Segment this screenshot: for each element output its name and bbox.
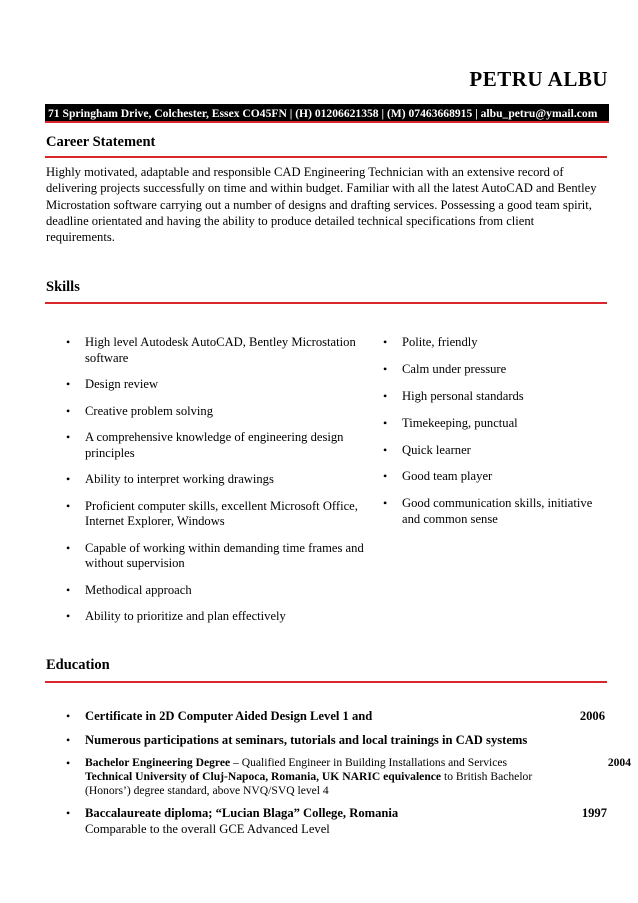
skill-item: • Creative problem solving [65,404,365,420]
skill-item: • Good team player [382,469,612,485]
education-heading: Education [46,657,110,673]
education-year: 1997 [581,806,607,820]
skills-list-left [65,335,365,636]
education-institution: Technical University of Cluj-Napoca, Romania, UK NARIC equivalence [85,770,442,783]
skill-item: • Capable of working within demanding time frames and without supervision [65,541,365,572]
education-item [65,709,605,725]
divider [45,681,607,683]
skill-item: • Good communication skills, initiative and common sense [382,496,612,527]
skill-item: • Timekeeping, punctual [382,416,612,432]
education-detail: – Qualified Engineer in Building Installations and Services [230,756,508,769]
education-year: 2006 [579,709,605,723]
skills-list-right [382,335,612,539]
education-item [65,756,631,798]
divider [45,156,607,158]
skill-item: • High level Autodesk AutoCAD, Bentley Microstation software [65,335,365,366]
candidate-name: PETRU ALBU [469,67,608,91]
skill-item: • Design review [65,377,365,393]
career-statement-heading: Career Statement [46,134,156,150]
education-item [65,733,605,749]
skill-item: • Polite, friendly [382,335,612,351]
skill-item: • Ability to interpret working drawings [65,472,365,488]
education-title: Baccalaureate diploma; “Lucian Blaga” College, Romania [85,806,399,820]
skill-item: • A comprehensive knowledge of engineering design principles [65,430,365,461]
education-title: Certificate in 2D Computer Aided Design Level 1 and [85,709,373,723]
skill-item: • Calm under pressure [382,362,612,378]
skill-item: • Methodical approach [65,583,365,599]
skill-item: • Ability to prioritize and plan effectively [65,609,365,625]
education-detail: Comparable to the overall GCE Advanced Level [85,821,330,836]
skills-heading: Skills [46,279,80,295]
education-detail: to British Bachelor (Honors’) degree standard, above NVQ/SVQ level 4 [85,770,533,797]
career-statement-text: Highly motivated, adaptable and responsible CAD Engineering Technician with an extensive record of delivering projects successfully on time and within budget. Familiar with all the latest AutoCAD and Bentley Microstation software carrying out a number of designs and drafting services. Possessing a good team spirit, deadline orientated and having the ability to produce detailed technical specifications from client requirements. [46,165,597,245]
education-item [65,806,605,837]
education-title: Numerous participations at seminars, tutorials and local trainings in CAD systems [85,732,528,747]
education-title: Bachelor Engineering Degree [85,756,231,769]
education-year: 2004 [607,756,631,769]
skill-item: • High personal standards [382,389,612,405]
skill-item: • Proficient computer skills, excellent Microsoft Office, Internet Explorer, Windows [65,499,365,530]
education-list [65,709,631,845]
skill-item: • Quick learner [382,443,612,459]
contact-bar: 71 Springham Drive, Colchester, Essex CO45FN | (H) 01206621358 | (M) 07463668915 | albu_petru@ymail.com [45,104,609,123]
divider [45,302,607,304]
